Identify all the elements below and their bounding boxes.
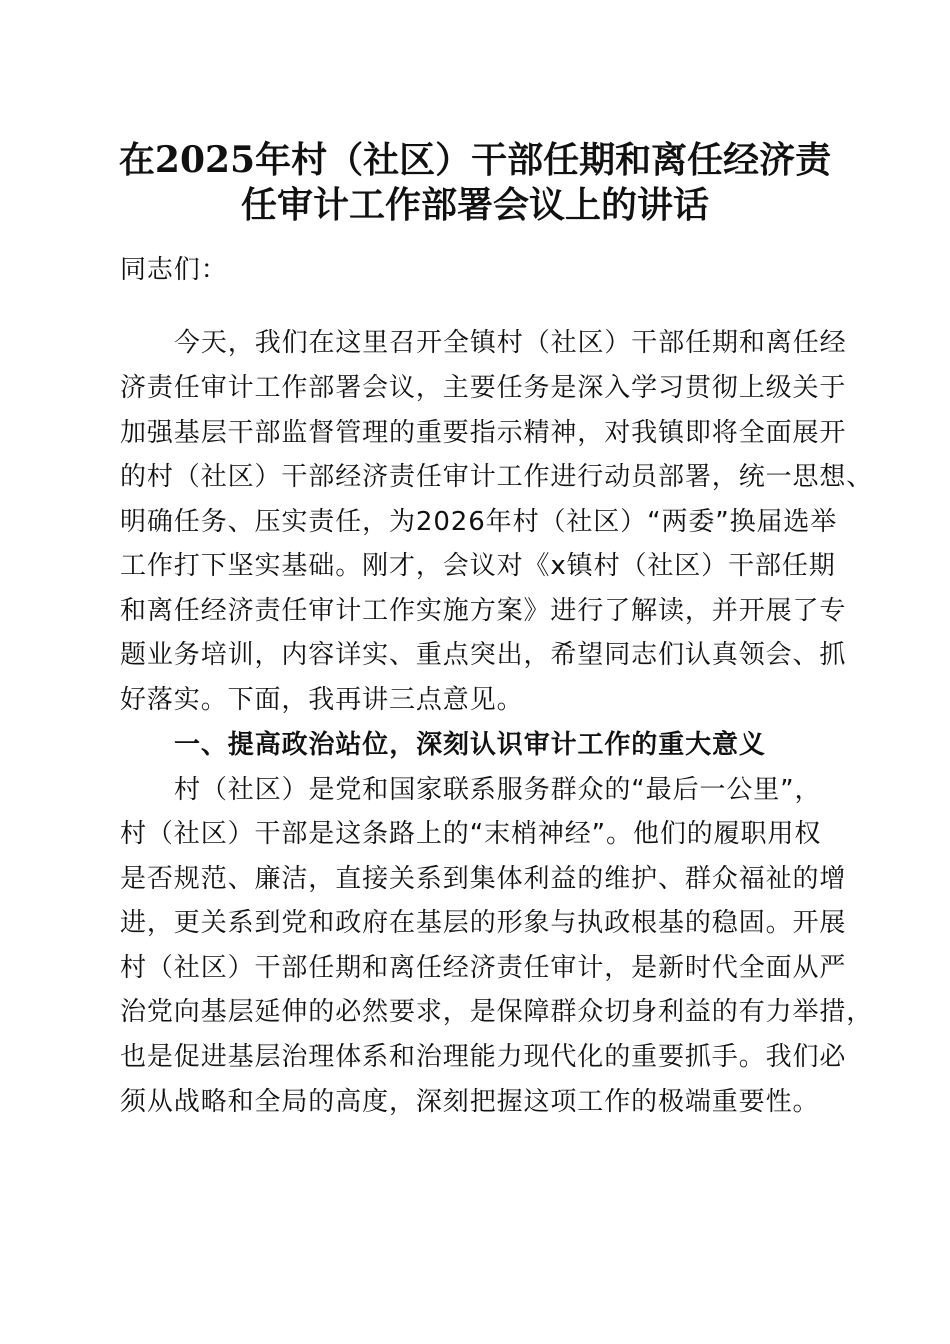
paragraph-1-line: 济责任审计工作部署会议，主要任务是深入学习贯彻上级关于 [120,373,847,403]
paragraph-2-line: 也是促进基层治理体系和治理能力现代化的重要抓手。我们必 [120,1042,847,1072]
paragraph-2-line: 进，更关系到党和政府在基层的形象与执政根基的稳固。开展 [120,908,847,938]
paragraph-2-line: 村（社区）干部任期和离任经济责任审计，是新时代全面从严 [120,953,847,983]
salutation: 同志们： [120,255,228,285]
document-title-line-1: 在2025年村（社区）干部任期和离任经济责 [118,139,832,181]
paragraph-1-line: 的村（社区）干部经济责任审计工作进行动员部署，统一思想、 [120,462,874,492]
paragraph-1-line: 题业务培训，内容详实、重点突出，希望同志们认真领会、抓 [120,640,847,670]
paragraph-2-line: 村（社区）是党和国家联系服务群众的“最后一公里”， [174,775,822,805]
paragraph-1-line: 好落实。下面，我再讲三点意见。 [120,685,524,715]
section-1-heading: 一、提高政治站位，深刻认识审计工作的重大意义 [174,730,766,760]
paragraph-1-line: 和离任经济责任审计工作实施方案》进行了解读，并开展了专 [120,596,847,626]
paragraph-2-line: 须从战略和全局的高度，深刻把握这项工作的极端重要性。 [120,1087,820,1117]
paragraph-1-line: 今天，我们在这里召开全镇村（社区）干部任期和离任经 [174,328,847,358]
paragraph-2-line: 村（社区）干部是这条路上的“末梢神经”。他们的履职用权 [120,819,822,849]
paragraph-2-line: 治党向基层延伸的必然要求，是保障群众切身利益的有力举措， [120,997,874,1027]
paragraph-1-line: 明确任务、压实责任，为2026年村（社区）“两委”换届选举 [120,507,838,537]
paragraph-1-line: 加强基层干部监督管理的重要指示精神，对我镇即将全面展开 [120,418,847,448]
paragraph-2-line: 是否规范、廉洁，直接关系到集体利益的维护、群众福祉的增 [120,864,847,894]
paragraph-1-line: 工作打下坚实基础。刚才，会议对《x镇村（社区）干部任期 [120,551,836,581]
document-title-line-2: 任审计工作部署会议上的讲话 [240,184,709,226]
